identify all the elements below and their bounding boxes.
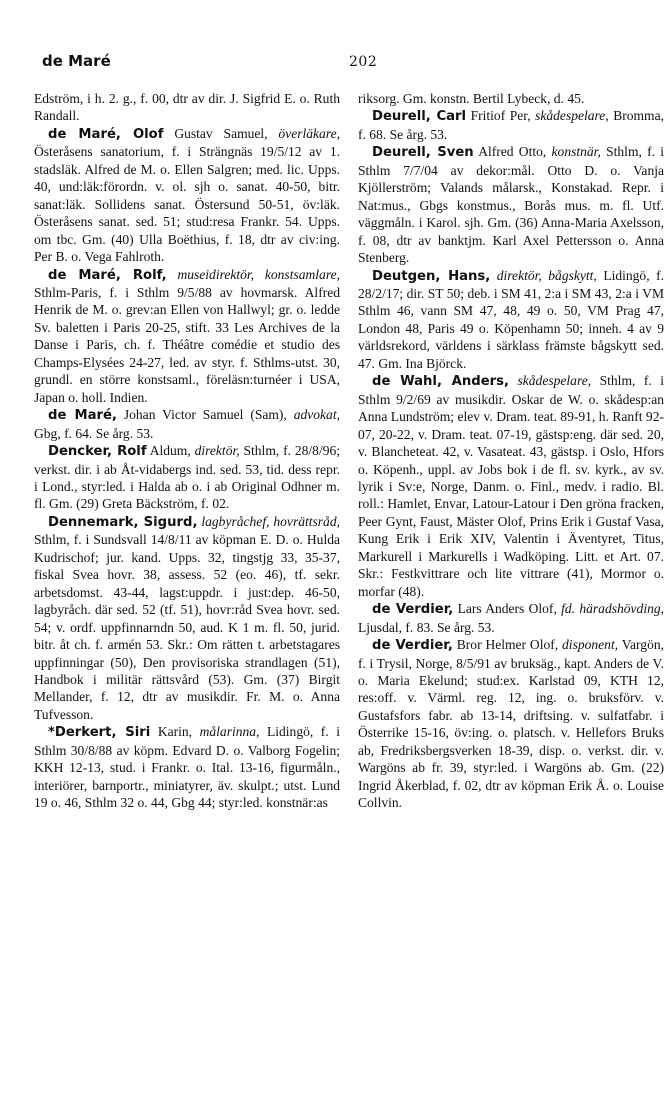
entry-name: de Verdier, <box>372 602 454 618</box>
entry-forenames: Karin, <box>157 724 193 740</box>
entry-de-verdier-anders <box>358 600 664 636</box>
entry-name: *Derkert, Siri <box>48 725 151 741</box>
entry-title: direktör, bågskytt, <box>496 267 597 283</box>
entry-title: lagbyråchef, hovrättsråd, <box>201 513 340 529</box>
entry-body: Sthlm, f. i Sthlm 7/7/04 av dekor:mål. Otto D. o. Vanja Kjöllerström; Valands målarsk., Konstakad. Repr. i Nat:mus., Gbgs konstmus., Borås mus. m. fl. Utf. väggmåln. i Karol. sjh. Gm. (36) Anna-Maria Axelsson, f. 08, dtr av banktjm. Karl Axel Pettersson o. Anna Stenberg. <box>358 144 665 266</box>
left-column <box>34 90 340 812</box>
entry-name: de Verdier, <box>372 638 453 654</box>
entry-derkert-siri <box>34 723 340 811</box>
entry-body: riksorg. Gm. konstn. Bertil Lybeck, d. 45. <box>358 91 585 106</box>
entry-title: advokat, <box>293 407 340 423</box>
entry-de-mare-rolf <box>34 266 340 407</box>
entry-body: Edström, i h. 2. g., f. 00, dtr av dir. J. Sigfrid E. o. Ruth Randall. <box>34 91 340 124</box>
entry-de-mare-sam <box>34 406 340 442</box>
entry-body: Lidingö, f. i Sthlm 30/8/88 av köpm. Edvard D. o. Valborg Fogelin; KKH 12-13, stud. i Frankr. o. Ital. 13-16, figurmåln., interiörer, barnportr., miniatyrer, äv. skulpt.; utst. Lund 19 o. 46, Sthlm 32 o. 44, Gbg 44; styr:led. konstnär:as <box>34 724 341 811</box>
running-head <box>0 50 672 76</box>
entry-dennemark-sigurd <box>34 513 340 723</box>
entry-name: Deurell, Sven <box>372 145 474 161</box>
entry-body: Vargön, f. i Trysil, Norge, 8/5/91 av bruksäg., kapt. Anders de V. o. Maria Ekelund; stud:ex. Karlstad 09, KTH 12, res:off. v. Värml. reg. 12, ing. o. bruksförv. v. Gustafsfors fabr. ab 13-14, driftsing. v. sulfatfabr. i Österrike 15-16, öv:ing. o. platsch. v. Hellefors Bruks ab, Fredriksbergsverken 18-39, disp. o. verkst. dir. v. Wargöns ab fr. 39, styr:led. i Wargöns ab. Gm. (22) Ingrid Åkerblad, f. 02, dtr av köpman Erik Å. o. Louise Collvin. <box>358 637 665 811</box>
entry-body: Ljusdal, f. 83. Se årg. 53. <box>358 619 495 635</box>
entry-forenames: Alfred Otto, <box>478 144 547 160</box>
entry-name: Deurell, Carl <box>372 109 467 125</box>
entry-name: de Maré, <box>48 408 117 424</box>
page-number: 202 <box>349 54 378 70</box>
entry-deurell-carl <box>358 107 664 143</box>
entry-name: Deutgen, Hans, <box>372 268 491 284</box>
entry-continuation <box>358 90 664 107</box>
entry-title: direktör, <box>194 443 240 459</box>
entry-body: Österåsens sanatorium, f. i Strängnäs 19/5/12 av 1. stadsläk. Alfred de M. o. Ellen Salgren; med. lic. Upps. 40, und:läk:förordn. v. ol. sjh o. sanat. 40-50, bitr. sanat:läk. Sollidens sanat. Östersund 50-51, öv:läk. Österåsens sanat. sed. 51; stud:resa Frankr. 54. Upps. om tbc. Gm. (40) Ulla Boëthius, f. 18, dtr av civ:ing. Per B. o. Vega Fahlroth. <box>34 144 340 265</box>
entry-body: Sthlm, f. i Sthlm 9/2/69 av musikdir. Oskar de W. o. skådesp:an Anna Lundström; elev v. Dram. teat. 89-91, h. Ranft 92-07, 20-22, v. Dram. teat. 07-19, gästsp:eng. där sed. 20, v. Blancheteat. 42, v. Vasateat. 43, gästsp. i Oslo, Hfors o. Köpenh., uppl. av Jobs bok i de fl. sv. kyrk., av sv. lyrik i Sv:e, Norge, Danm. o. Finl., medv. i radio. Bl. roll.: Hamlet, Envar, Latour-Latour i Den gröna fracken, Peer Gynt, Faust, Mäster Olof, Prins Erik i Gustaf Vasa, Kung Erik i Erik XIV, Valentin i Äventyret, Titus, Markurell i Markurells i Wadköping. Litt. et Art. 07. Skr.: Festkvittrare och lite vittrare (41), Mormor o. morfar (48). <box>358 373 665 599</box>
entry-continuation <box>34 90 340 125</box>
entry-forenames: Fritiof Per, <box>470 108 531 124</box>
entry-name: Dennemark, Sigurd, <box>48 514 198 530</box>
entry-body: Sthlm, f. 28/8/96; verkst. dir. i ab Åt-vidabergs ind. sed. 53, tid. dess repr. i Lond., styr:led. i Halda ab o. i ab Original Odhner m. fl. Gm. (29) Greta Bäckström, f. 02. <box>34 443 341 512</box>
entry-deurell-sven <box>358 143 664 266</box>
entry-forenames: Johan Victor Samuel (Sam), <box>123 407 287 423</box>
entry-title: målarinna, <box>199 724 260 740</box>
entry-forenames: Bror Helmer Olof, <box>456 637 559 653</box>
entry-name: Dencker, Rolf <box>48 444 147 460</box>
entry-body: Sthlm, f. i Sundsvall 14/8/11 av köpman E. D. o. Hulda Kudrischof; jur. kand. Upps. 32, tingstjg 33, 35-37, fiskal Svea hovr. 38, assess. 52 (eo. 46), tf. sekr. arbetsdomst. 43-44, lagst:uppdr. i just:dep. 46-50, lagbyråch. där sed. 52 (tf. 51), hovr:råd Svea hovr. sed. 54; v. ordf. uppfinnarndn 50, aud. K 1 m. fl. 50, jurid. bitr. åt ch. f. armén 53. Skr.: Om rätten t. arbetstagares uppfinningar (50), Den provisoriska strandlagen (51), Handbok i militär rättsvård (53). Gm. (37) Birgit Mellander, f. 12, dtr av musikdir. Fr. M. o. Anna Tufvesson. <box>34 532 340 722</box>
entry-title: skådespelare, <box>517 373 592 389</box>
entry-name: de Maré, Olof <box>48 126 164 142</box>
entry-deutgen-hans <box>358 267 664 373</box>
entry-forenames: Aldum, <box>149 443 191 459</box>
entry-body: Bromma, f. 68. Se årg. 53. <box>358 108 664 142</box>
entry-forenames: Gustav Samuel, <box>174 125 268 141</box>
right-column <box>358 90 664 812</box>
entry-body: Sthlm-Paris, f. i Sthlm 9/5/88 av hovmarsk. Alfred Henrik de M. o. grev:an Ellen von Hallwyl; gr. o. ledde Sv. baletten i Paris 20-25, stift. 33 Les Archives de la Danse i Paris, ch. f. Théâtre comédie et studio des Champs-Elysées 24-27, led. av styr. f. Sthlms-utst. 30, grundl. en större konstsaml., föreläsn:turnéer i USA, Japan o. holl. Indien. <box>34 284 340 405</box>
entry-de-wahl-anders <box>358 372 664 600</box>
entry-title: fd. häradshövding, <box>561 601 665 617</box>
entry-title: disponent, <box>562 637 619 653</box>
entry-name: de Maré, Rolf, <box>48 267 167 283</box>
entry-forenames: Lars Anders Olof, <box>457 601 557 617</box>
entry-de-mare-olof <box>34 125 340 266</box>
running-head-name: de Maré <box>42 52 111 70</box>
entry-de-verdier-helmer <box>358 636 664 812</box>
entry-title: överläkare, <box>278 125 340 141</box>
entry-body: Gbg, f. 64. Se årg. 53. <box>34 425 154 441</box>
entry-title: konstnär, <box>551 144 601 160</box>
entry-title: skådespelare, <box>535 108 609 124</box>
entry-dencker-rolf <box>34 442 340 513</box>
entry-name: de Wahl, Anders, <box>372 374 509 390</box>
entry-title: museidirektör, konstsamlare, <box>177 266 340 282</box>
entry-body: Lidingö, f. 28/2/17; dir. ST 50; deb. i SM 41, 2:a i SM 43, 2:a i VM Sthlm 46, vann SM 47, 48, 49 o. 50, VM Prag 47, London 48, Paris 49 o. Köpenhamn 50; inneh. 4 av 9 världsrekord, världens i särklass främste bågskytt sed. 47. Gm. Ina Björck. <box>358 267 664 371</box>
